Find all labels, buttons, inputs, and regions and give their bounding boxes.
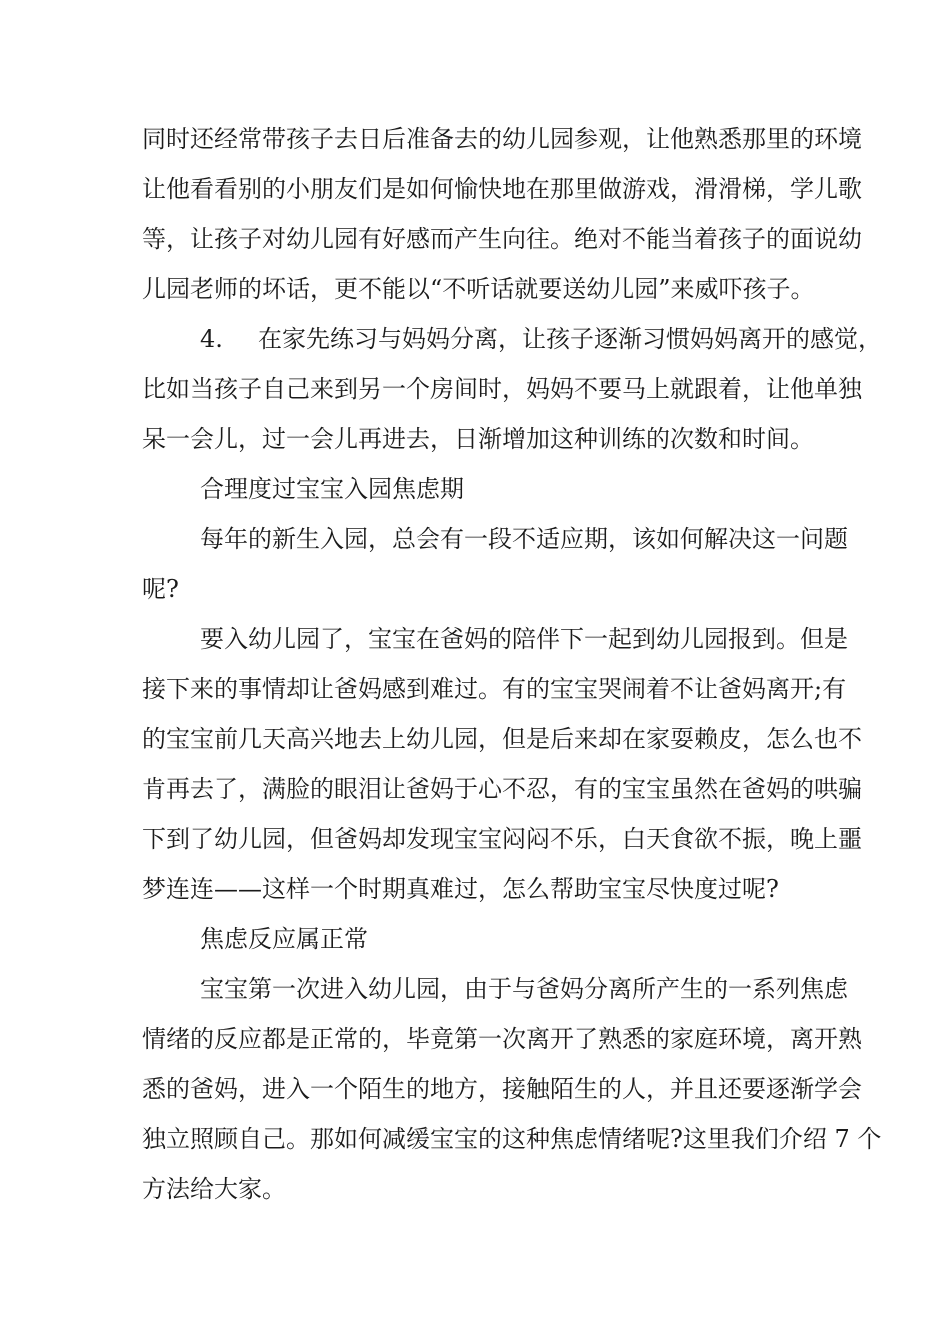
section-heading: 焦虑反应属正常 <box>200 925 368 953</box>
paragraph-line: 呢? <box>142 575 179 603</box>
paragraph-line: 梦连连——这样一个时期真难过，怎么帮助宝宝尽快度过呢? <box>142 875 779 903</box>
paragraph-line: 让他看看别的小朋友们是如何愉快地在那里做游戏，滑滑梯，学儿歌 <box>142 175 862 203</box>
paragraph-line: 接下来的事情却让爸妈感到难过。有的宝宝哭闹着不让爸妈离开;有 <box>142 675 847 703</box>
paragraph-line: 情绪的反应都是正常的，毕竟第一次离开了熟悉的家庭环境，离开熟 <box>142 1025 862 1053</box>
paragraph-line: 等，让孩子对幼儿园有好感而产生向往。绝对不能当着孩子的面说幼 <box>142 225 862 253</box>
item-number: 4. <box>200 325 223 353</box>
paragraph-line: 独立照顾自己。那如何减缓宝宝的这种焦虑情绪呢?这里我们介绍 7 个 <box>142 1125 882 1153</box>
paragraph-line: 儿园老师的坏话，更不能以“不听话就要送幼儿园”来威吓孩子。 <box>142 275 815 303</box>
section-heading: 合理度过宝宝入园焦虑期 <box>200 475 464 503</box>
paragraph-line: 方法给大家。 <box>142 1175 286 1203</box>
paragraph-line: 悉的爸妈，进入一个陌生的地方，接触陌生的人，并且还要逐渐学会 <box>142 1075 862 1103</box>
item-text: 在家先练习与妈妈分离，让孩子逐渐习惯妈妈离开的感觉， <box>258 325 882 353</box>
paragraph-line: 呆一会儿，过一会儿再进去，日渐增加这种训练的次数和时间。 <box>142 425 814 453</box>
paragraph-line: 同时还经常带孩子去日后准备去的幼儿园参观，让他熟悉那里的环境 <box>142 125 862 153</box>
paragraph-line: 宝宝第一次进入幼儿园，由于与爸妈分离所产生的一系列焦虑 <box>200 975 848 1003</box>
paragraph-line: 要入幼儿园了，宝宝在爸妈的陪伴下一起到幼儿园报到。但是 <box>200 625 848 653</box>
paragraph-line: 下到了幼儿园，但爸妈却发现宝宝闷闷不乐，白天食欲不振，晚上噩 <box>142 825 862 853</box>
paragraph-line: 每年的新生入园，总会有一段不适应期，该如何解决这一问题 <box>200 525 848 553</box>
paragraph-line: 的宝宝前几天高兴地去上幼儿园，但是后来却在家耍赖皮，怎么也不 <box>142 725 862 753</box>
paragraph-line: 肯再去了，满脸的眼泪让爸妈于心不忍，有的宝宝虽然在爸妈的哄骗 <box>142 775 862 803</box>
paragraph-line: 比如当孩子自己来到另一个房间时，妈妈不要马上就跟着，让他单独 <box>142 375 862 403</box>
numbered-item-line <box>200 324 882 354</box>
